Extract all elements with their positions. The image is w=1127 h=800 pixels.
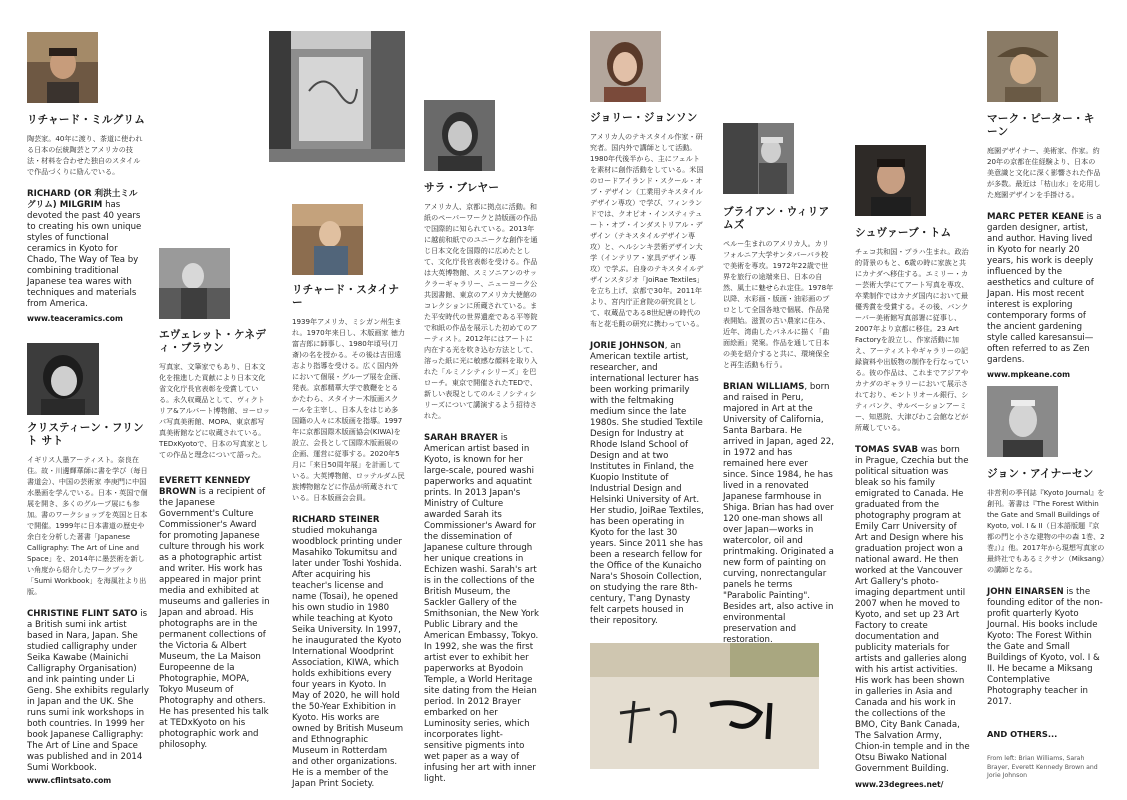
sato-url[interactable]: www.cflintsato.com [27, 776, 112, 785]
milgrim-en-text: has devoted the past 40 years to creating his own unique styles of functional ceramics in Kyoto for Chado, The Way of Tea by combining traditional Japanese tea wares with techniques and materials from America. [27, 200, 142, 309]
brayer-en-name: SARAH BRAYER [424, 433, 498, 443]
milgrim-jp-bio: 陶芸家。40年に渡り、茶道に使われる日本の伝統陶芸とアメリカの技法・材料を合わせた独自のスタイルで作品づくりに励んでいる。 [27, 134, 143, 176]
brown-en-name: EVERETT KENNEDY BROWN [159, 476, 251, 497]
williams-jp-name: ブライアン・ウィリアムズ [723, 206, 830, 231]
steiner-portrait [292, 204, 363, 275]
sato-en-bio [27, 609, 149, 774]
williams-portrait [723, 123, 794, 194]
gallery-interior-photo [269, 31, 405, 162]
svab-url[interactable]: www.23degrees.net/ [855, 780, 944, 789]
svab-en-bio [855, 445, 970, 775]
einarsen-jp-name: ジョン・アイナーセン [987, 468, 1094, 480]
keane-url[interactable]: www.mpkeane.com [987, 370, 1070, 379]
svab-jp-bio: チェコ共和国・プラハ生まれ。政治的背景のもと、6歳の時に家族と共にカナダへ移住する。エミリー・カー芸術大学にてアート写真を専攻、卒業制作ではカナダ国内において最優秀賞を受賞する。その後、バンクーバー美術館写真部署に従事し、2007年より京都に移住。23 Art Factoryを設立し、作家活動に加え、アーティストやギャラリーの記録資料や出版物の制作を行なっている。彼の作品は、これまでアジアやカナダのギャラリーにおいて展示されており、モントリオール銀行、シティバンク、サルベーションアーミー、知恩院、大津びわこ会館などが所蔵している。 [855, 247, 969, 432]
brayer-jp-name: サラ・ブレヤー [424, 182, 500, 194]
milgrim-jp-name: リチャード・ミルグリム [27, 114, 145, 126]
and-others-label: AND OTHERS... [987, 729, 1058, 739]
johnson-jp-bio: アメリカ人のテキスタイル作家・研究者。国内外で講師として活動。1980年代後半から、主にフェルトを素材に創作活動をしている。米国のロードアイランド・スクール・オブ・デザイン（工業用テキスタイルデザイン専攻）で学び、フィンランドでは、クオピオ・インスティテュート・オブ・インダストリアル・デザイン（テキスタイルデザイン専攻）と、ヘルシンキ芸術デザイン大学（インテリア・家具デザイン専攻）で学ぶ。自身のテキスタイルデザインスタジオ「JoiRae Textiles」を立ち上げ、京都で30年。2011年より、宮内庁正倉院の研究員として、収蔵品である8世紀唐の時代の布と花毛氈の研究に携わっている。 [590, 132, 704, 328]
johnson-en-name: JORIE JOHNSON [590, 341, 665, 351]
milgrim-portrait [27, 32, 98, 103]
svab-en-text: was born in Prague, Czechia but the political situation was bleak so his family emigrated to Canada. He graduated from the photography program at Emily Carr University of Art and Design where his graduation project won a national award. He then worked at the Vancouver Art Gallery's photo-imaging department until 2007 when he moved to Kyoto, and set up 23 Art Factory to create documentation and publicity materials for artists and galleries along with his artist activities. His work has been shown in galleries in Asia and Canada and his work in the collections of the BMO, City Bank Canada, The Salvation Army, Chion-in temple and in the Otsu Biwako National Government Building. [855, 445, 970, 774]
brayer-jp-bio: アメリカ人、京都に拠点に活動。和紙のペーパーワークと詩版画の作品で国際的に知られている。2013年に越前和紙でのユニークな創作を通じ日本文化を国際的に広めたとして、文化庁長官表彰を受ける。作品は大英博物館、スミソニアンのサックラーギャラリー、ニューヨーク公共図書館、東京のアメリカ大使館のコレクションに所蔵されている。また平安時代の世界遺産である平等院で和紙の作品を展示した初めてのアーティスト。2012年にはアートに内在する光を吹き込む方法として、溶った紙に光に敏感な顔料を取り入れた「ルミノシティシリーズ」を巴ローチ。東京で開催されたTEDで、新しい表現としてのルミノシティシリーズについて講演するよう招待された。 [424, 202, 538, 420]
milgrim-en-bio [27, 189, 145, 310]
calligraphy-artwork-photo [590, 643, 819, 769]
svab-en-name: TOMAS SVAB [855, 445, 919, 455]
einarsen-en-text: is the founding editor of the non-profit quarterly Kyoto Journal. His books include Kyoto: The Forest Within the Gate and Small Buildings of Kyoto, vol. I & II. He became a Miksang Contemplative Photography teacher in 2017. [987, 587, 1103, 707]
johnson-portrait [590, 31, 661, 102]
keane-en-name: MARC PETER KEANE [987, 212, 1084, 222]
brown-jp-bio: 写真家、文筆家でもあり、日本文化を推進した貢献により日本文化省文化庁長官表彰を受賞している。永久収蔵品として、ヴィクトリア&アルバート博物館、ヨーロッパ写真美術館、MOPA、東京都写真美術館などに収蔵されている。TEDxKyotoで、日本の写真家としての作品と理念について語った。 [159, 362, 271, 459]
brayer-en-text: is American artist based in Kyoto, is known for her large-scale, poured washi paperworks and aquatint prints. In 2013 Japan's Ministry of Culture awarded Sarah its Commissioner's Award for the dissemination of Japanese culture through her unique creations in Echizen washi. Sarah's art is in the collections of the British Museum, the Sackler Gallery of the Smithsonian, the New York Public Library and the American Embassy, Tokyo. In 1992, she was the first artist ever to exhibit her paperworks at Byodoin Temple, a World Heritage site dating from the Heian period. In 2012 Brayer embarked on her Luminosity series, which incorporates light-sensitive pigments into wet paper as a way of infusing her art with inner light. [424, 433, 539, 784]
sato-portrait [27, 343, 99, 415]
brayer-portrait [424, 100, 495, 171]
johnson-en-text: , an American textile artist, researcher, and international lecturer has been working primarily with the feltmaking medium since the late 1980s. She studied Textile Design for Industry at Rhode Island School of Design and at two Institutes in Finland, the Kuopio Institute of Industrial Design and Helsinki University of Art. Her studio, JoiRae Textiles, has been operating in Kyoto for the last 30 years. Since 2011 she has been a research fellow for the Office of the Kunaicho Nara's Shosoin Collection, on studying the rare 8th-century, T'ang Dynasty felt carpets housed in their repository. [590, 341, 704, 626]
steiner-en-text: studied mokuhanga woodblock printing under Masahiko Tokumitsu and later under Toshi Yoshida. After acquiring his teacher's license and name (Tosai), he opened his own studio in 1980 while teaching at Kyoto Seika University. In 1997, he inaugurated the Kyoto International Woodprint Association, KIWA, which holds exhibitions every four years in Kyoto. In May of 2020, he will hold the 50-Year Exhibition in Kyoto. His works are owned by British Museum and Ethnographic Museum in Rotterdam and other organizations. He is a member of the Japan Print Society. [292, 526, 404, 789]
brown-portrait [159, 248, 230, 319]
einarsen-portrait [987, 386, 1058, 457]
keane-portrait [987, 31, 1058, 102]
brown-jp-name: エヴェレット・ケネディ・ブラウン [159, 329, 266, 354]
sato-jp-bio: イギリス人墨アーティスト。奈良在住。故・川邊輝華師に書を学び（毎日書道会）、中国の芸術家 李庚門に中国水墨画を学んでいる。日本・英国で個展を開き、多くのグループ展にも参加。書のワークショップを英国と日本で開催。1999年に日本書道の歴史や余白を分析した著書「Japanese Calligraphy: The Art of Line and Space」を、2014年に墨芸術を新しい角度から紹介したワークブック「Sumi Workbook」を海風社より出版。 [27, 455, 148, 596]
sato-jp-name: クリスティーン・フリント サト [27, 422, 144, 447]
milgrim-en-name: RICHARD (OR 利洪土ミルグリム) MILGRIM [27, 189, 138, 210]
steiner-jp-name: リチャード・スタイナー [292, 284, 400, 309]
keane-en-bio [987, 212, 1102, 366]
brown-en-bio [159, 476, 271, 751]
williams-en-text: , born and raised in Peru, majored in Art at the University of California, Santa Barbara. He arrived in Japan, aged 22, in 1972 and has remained here ever since. Since 1984, he has lived in a renovated Japanese farmhouse in Shiga. Brian has had over 120 one-man shows all over Japan—works in watercolor, oil and printmaking. Originated a new form of painting on curving, nonrectangular panels he terms "Parabolic Painting". Besides art, also active in environmental preservation and restoration. [723, 382, 834, 645]
einarsen-en-name: JOHN EINARSEN [987, 587, 1064, 597]
williams-jp-bio: ペルー生まれのアメリカ人。カリフォルニア大学サンタバーバラ校で美術を専攻。1972年22歳で世界を旅行の途端来日、日本の自然、風土に魅せられ定住。1978年以降、水彩画・版画・油彩画のプロとして全国各地で個展、作品発表開始。滋賀の古い農家に住み、近年、湾曲したパネルに描く「曲面絵画」発案。作品を通して日本の美を紹介すると共に、環境保全と再生活動も行う。 [723, 239, 834, 369]
sato-en-text: is a British sumi ink artist based in Nara, Japan. She studied calligraphy under Seika Kawabe (Mainichi Calligraphy Organisation) and ink painting under Li Geng. She exhibits regularly in Japan and the UK. She runs sumi ink workshops in both countries. In 1999 her book Japanese Calligraphy: The Art of Line and Space was published and in 2014 Sumi Workbook. [27, 609, 149, 773]
johnson-jp-name: ジョリー・ジョンソン [590, 112, 698, 124]
einarsen-en-bio [987, 587, 1105, 708]
photo-credit: From left: Brian Williams, Sarah Brayer, Everett Kennedy Brown and Jorie Johnson [987, 755, 1098, 779]
keane-jp-name: マーク・ピーター・キーン [987, 113, 1095, 138]
sato-en-name: CHRISTINE FLINT SATO [27, 609, 138, 619]
williams-en-bio [723, 382, 835, 646]
einarsen-jp-bio: 非営利の季刊誌『Kyoto Journal』を創刊。著書は『The Forest Within the Gate and Small Buildings of Kyoto, vol. I & II（日本語版題『京都の門と小さな建物の中の森 1巻、2巻』）』他。2017年から現想写真家の最終社でもあるミクサン（Miksang）の講師となる。 [987, 488, 1105, 574]
williams-en-name: BRIAN WILLIAMS [723, 382, 805, 392]
keane-en-text: is a garden designer, artist, and author. Having lived in Kyoto for nearly 20 years, his work is deeply influenced by the aesthetics and culture of Japan. His most recent interest is exploring contemporary forms of the ancient gardening style called karesansui—often referred to as Zen gardens. [987, 212, 1102, 365]
svab-portrait [855, 145, 926, 216]
svab-jp-name: シュヴァーブ・トム [855, 227, 952, 239]
brayer-en-bio [424, 433, 539, 785]
steiner-en-bio [292, 515, 405, 790]
milgrim-url[interactable]: www.teaceramics.com [27, 314, 123, 323]
steiner-jp-bio: 1939年アメリカ、ミシガン州生まれ。1970年来日し、木版画家 徳力富吉郎に師事し、1980年頃号(刀斎)の名を授かる。その後は吉田遠志より指導を受ける。広く国内外において個展・グループ展を企画、発表。京都精華大学で教鞭をとるかたわら、スタイナー木版画スクールを主宰し、日本人をはじめ多国籍の人々に木版画を指導。1997年に京都国際木版画協会(KIWA)を設立、会長として国際木版画展の企画、運営に従事する。2020年5月に「来日50周年展」を計画している。大英博物館、ロッテルダム民族博物館などに作品が所蔵されている。日本版画会会員。 [292, 317, 405, 502]
keane-jp-bio: 庭園デザイナー、美術家、作家。約20年の京都在住経験より、日本の美意識と文化に深く影響された作品が多数。最近は「枯山水」を応用した庭園デザインを手掛ける。 [987, 146, 1101, 199]
johnson-en-bio [590, 341, 705, 627]
brown-en-text: is a recipient of the Japanese Government's Culture Commissioner's Award for promoting Japanese culture through his work as a photographic artist and writer. His work has appeared in major print media and exhibited at museums and galleries in Japan and abroad. His photographs are in the permanent collections of the Victoria & Albert Museum, the La Maison Europeenne de la Photographie, MOPA, Tokyo Museum of Photography and others. He has presented his talk at TEDxKyoto on his photographic work and philosophy. [159, 487, 270, 750]
steiner-en-name: RICHARD STEINER [292, 515, 380, 525]
